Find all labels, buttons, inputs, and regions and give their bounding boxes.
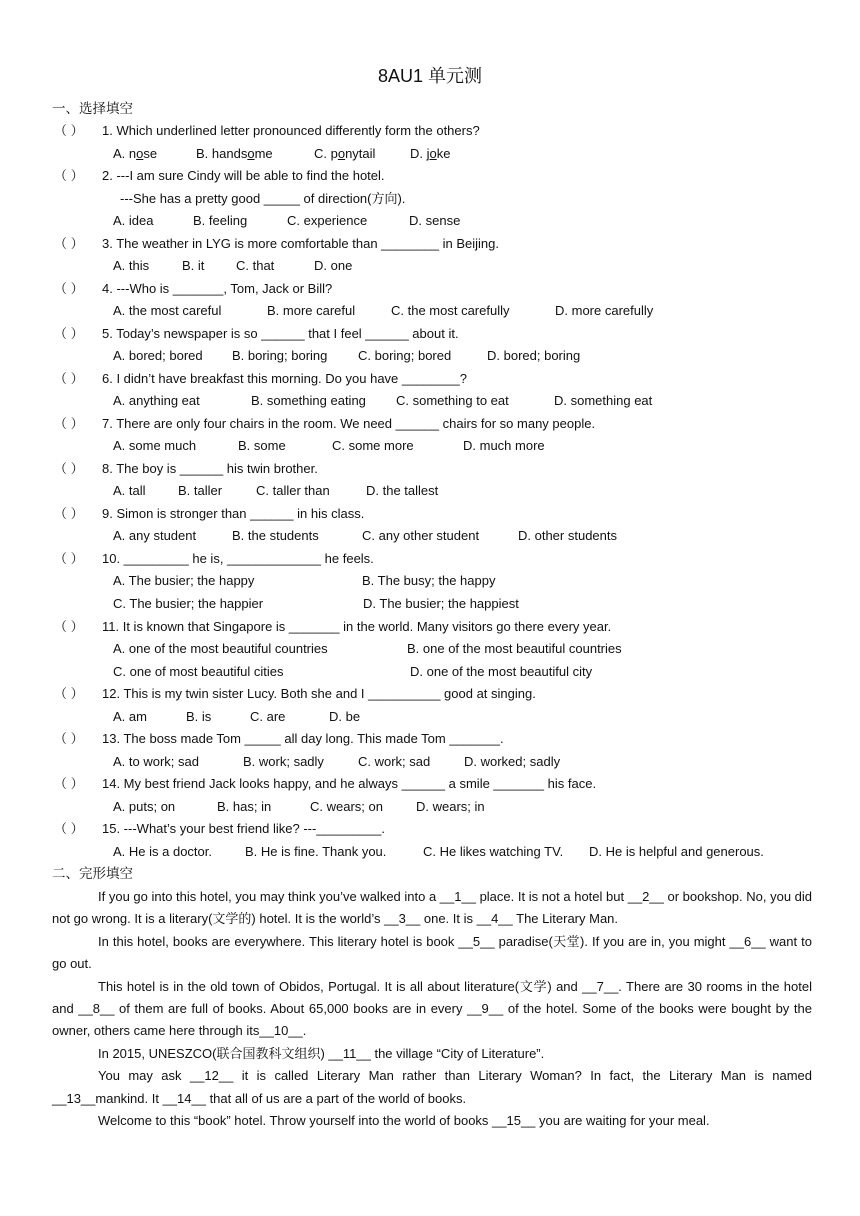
question-11 <box>54 617 611 637</box>
option-d[interactable]: D. be <box>329 709 361 724</box>
option-d[interactable]: D. much more <box>463 438 545 453</box>
option-a[interactable]: A. puts; on <box>113 799 176 814</box>
section-heading-choice: 一、选择填空 <box>52 101 133 117</box>
answer-blank[interactable]: （ ） <box>54 506 84 521</box>
question-stem: 13. The boss made Tom _____ all day long. This made Tom _______. <box>102 731 504 746</box>
question-stem: 9. Simon is stronger than ______ in his class. <box>102 506 365 521</box>
option-b[interactable]: B. work; sadly <box>243 754 324 769</box>
question-4 <box>54 279 332 299</box>
option-b[interactable]: B. it <box>182 258 205 273</box>
option-a[interactable]: A. nose <box>113 146 158 161</box>
passage-paragraph: In 2015, UNESZCO(联合国教科文组织) __11__ the village “City of Literature”. <box>98 1045 545 1061</box>
option-b[interactable]: B. handsome <box>196 146 273 161</box>
question-stem: 3. The weather in LYG is more comfortable than ________ in Beijing. <box>102 236 499 251</box>
option-c[interactable]: C. boring; bored <box>358 348 452 363</box>
option-b[interactable]: B. boring; boring <box>232 348 328 363</box>
question-stem: 5. Today’s newspaper is so ______ that I feel ______ about it. <box>102 326 459 341</box>
answer-blank[interactable]: （ ） <box>54 686 84 701</box>
question-3 <box>54 234 499 254</box>
question-stem: 12. This is my twin sister Lucy. Both she and I __________ good at singing. <box>102 686 536 701</box>
option-c[interactable]: C. ponytail <box>314 146 376 161</box>
answer-blank[interactable]: （ ） <box>54 731 84 746</box>
option-c[interactable]: C. wears; on <box>310 799 383 814</box>
passage-paragraph: This hotel is in the old town of Obidos, Portugal. It is all about literature(文学) and __7__. There are 30 rooms in the hotel and __8__ of them are full of books. About 65,000 books are in every __9__ of the hotel. Some of the books were bought by the owner, others came here through its__10__. <box>52 978 812 1039</box>
question-14 <box>54 774 596 794</box>
option-c[interactable]: C. He likes watching TV. <box>423 844 564 859</box>
option-b[interactable]: B. is <box>186 709 212 724</box>
option-d[interactable]: D. the tallest <box>366 483 439 498</box>
option-c[interactable]: C. that <box>236 258 275 273</box>
answer-blank[interactable]: （ ） <box>54 371 84 386</box>
question-9 <box>54 504 364 524</box>
option-a[interactable]: A. am <box>113 709 147 724</box>
answer-blank[interactable]: （ ） <box>54 776 84 791</box>
option-c[interactable]: C. taller than <box>256 483 330 498</box>
question-12 <box>54 684 536 704</box>
question-stem: 15. ---What’s your best friend like? ---_________. <box>102 821 386 836</box>
option-b[interactable]: B. has; in <box>217 799 272 814</box>
option-d[interactable]: D. wears; in <box>416 799 485 814</box>
question-stem: 10. _________ he is, _____________ he feels. <box>102 551 374 566</box>
passage-paragraph: Welcome to this “book” hotel. Throw yourself into the world of books __15__ you are waiting for your meal. <box>98 1113 710 1129</box>
option-b[interactable]: B. something eating <box>251 393 366 408</box>
option-a[interactable]: A. idea <box>113 213 154 228</box>
question-5 <box>54 324 459 344</box>
answer-blank[interactable]: （ ） <box>54 326 84 341</box>
passage-paragraph: You may ask __12__ it is called Literary Man rather than Literary Woman? In fact, the Literary Man is named __13__mankind. It __14__ that all of us are a part of the world of books. <box>52 1068 812 1106</box>
question-stem: 11. It is known that Singapore is _______ in the world. Many visitors go there every year. <box>102 619 612 634</box>
answer-blank[interactable]: （ ） <box>54 821 84 836</box>
option-b[interactable]: B. feeling <box>193 213 248 228</box>
option-d[interactable]: D. bored; boring <box>487 348 581 363</box>
option-d[interactable]: D. sense <box>409 213 461 228</box>
option-d[interactable]: D. other students <box>518 528 617 543</box>
question-stem: 8. The boy is ______ his twin brother. <box>102 461 318 476</box>
question-stem: 14. My best friend Jack looks happy, and he always ______ a smile _______ his face. <box>102 776 597 791</box>
option-a[interactable]: A. bored; bored <box>113 348 203 363</box>
question-stem: 6. I didn’t have breakfast this morning. Do you have ________? <box>102 371 467 386</box>
answer-blank[interactable]: （ ） <box>54 416 84 431</box>
answer-blank[interactable]: （ ） <box>54 551 84 566</box>
answer-blank[interactable]: （ ） <box>54 461 84 476</box>
option-a[interactable]: A. one of the most beautiful countries <box>113 641 328 656</box>
passage-paragraph: If you go into this hotel, you may think you’ve walked into a __1__ place. It is not a hotel but __2__ or bookshop. No, you did not go wrong. It is a literary(文学的) hotel. It is the world’s __3__ one. It is __4__ The Literary Man. <box>52 889 813 927</box>
answer-blank[interactable]: （ ） <box>54 281 84 296</box>
option-c[interactable]: C. any other student <box>362 528 480 543</box>
option-b[interactable]: B. more careful <box>267 303 356 318</box>
option-c[interactable]: C. the most carefully <box>391 303 510 318</box>
option-d[interactable]: D. one of the most beautiful city <box>410 664 593 679</box>
option-c[interactable]: C. some more <box>332 438 414 453</box>
option-a[interactable]: A. this <box>113 258 150 273</box>
option-a[interactable]: A. to work; sad <box>113 754 199 769</box>
answer-blank[interactable]: （ ） <box>54 168 84 183</box>
option-a[interactable]: A. anything eat <box>113 393 200 408</box>
question-stem: 2. ---I am sure Cindy will be able to find the hotel. <box>102 168 385 183</box>
option-d[interactable]: D. He is helpful and generous. <box>589 844 764 859</box>
option-a[interactable]: A. some much <box>113 438 197 453</box>
question-stem: 7. There are only four chairs in the room. We need ______ chairs for so many people. <box>102 416 596 431</box>
option-d[interactable]: D. worked; sadly <box>464 754 561 769</box>
question-2-reply: ---She has a pretty good _____ of direction(方向). <box>120 191 406 206</box>
question-7 <box>54 414 595 434</box>
option-c[interactable]: C. work; sad <box>358 754 431 769</box>
option-c[interactable]: C. something to eat <box>396 393 509 408</box>
question-13 <box>54 729 504 749</box>
question-stem: 1. Which underlined letter pronounced differently form the others? <box>102 123 480 138</box>
option-d[interactable]: D. more carefully <box>555 303 654 318</box>
option-c[interactable]: C. one of most beautiful cities <box>113 664 284 679</box>
option-d[interactable]: D. The busier; the happiest <box>363 596 519 611</box>
page-title: 8AU1 单元测 <box>377 66 483 86</box>
question-15 <box>54 819 385 839</box>
question-2 <box>54 166 385 186</box>
option-b[interactable]: B. He is fine. Thank you. <box>245 844 387 859</box>
option-a[interactable]: A. the most careful <box>113 303 222 318</box>
passage-paragraph: In this hotel, books are everywhere. This literary hotel is book __5__ paradise(天堂). If you are in, you might __6__ want to go out. <box>52 933 812 972</box>
option-a[interactable]: A. The busier; the happy <box>113 573 255 588</box>
option-b[interactable]: B. taller <box>178 483 223 498</box>
question-10 <box>54 549 374 569</box>
answer-blank[interactable]: （ ） <box>54 619 84 634</box>
question-stem: 4. ---Who is _______, Tom, Jack or Bill? <box>102 281 333 296</box>
option-c[interactable]: C. experience <box>287 213 368 228</box>
option-a[interactable]: A. tall <box>113 483 146 498</box>
option-b[interactable]: B. one of the most beautiful countries <box>407 641 622 656</box>
question-8 <box>54 459 318 479</box>
option-d[interactable]: D. joke <box>410 146 451 161</box>
option-b[interactable]: B. The busy; the happy <box>362 573 496 588</box>
option-c[interactable]: C. are <box>250 709 286 724</box>
option-b[interactable]: B. the students <box>232 528 319 543</box>
option-d[interactable]: D. one <box>314 258 353 273</box>
answer-blank[interactable]: （ ） <box>54 123 84 138</box>
section-heading-cloze: 二、完形填空 <box>52 866 133 882</box>
answer-blank[interactable]: （ ） <box>54 236 84 251</box>
cloze-passage <box>52 886 812 1132</box>
option-b[interactable]: B. some <box>238 438 286 453</box>
option-d[interactable]: D. something eat <box>554 393 653 408</box>
question-6 <box>54 369 467 389</box>
option-a[interactable]: A. any student <box>113 528 197 543</box>
option-c[interactable]: C. The busier; the happier <box>113 596 264 611</box>
option-a[interactable]: A. He is a doctor. <box>113 844 212 859</box>
question-1 <box>54 121 480 141</box>
